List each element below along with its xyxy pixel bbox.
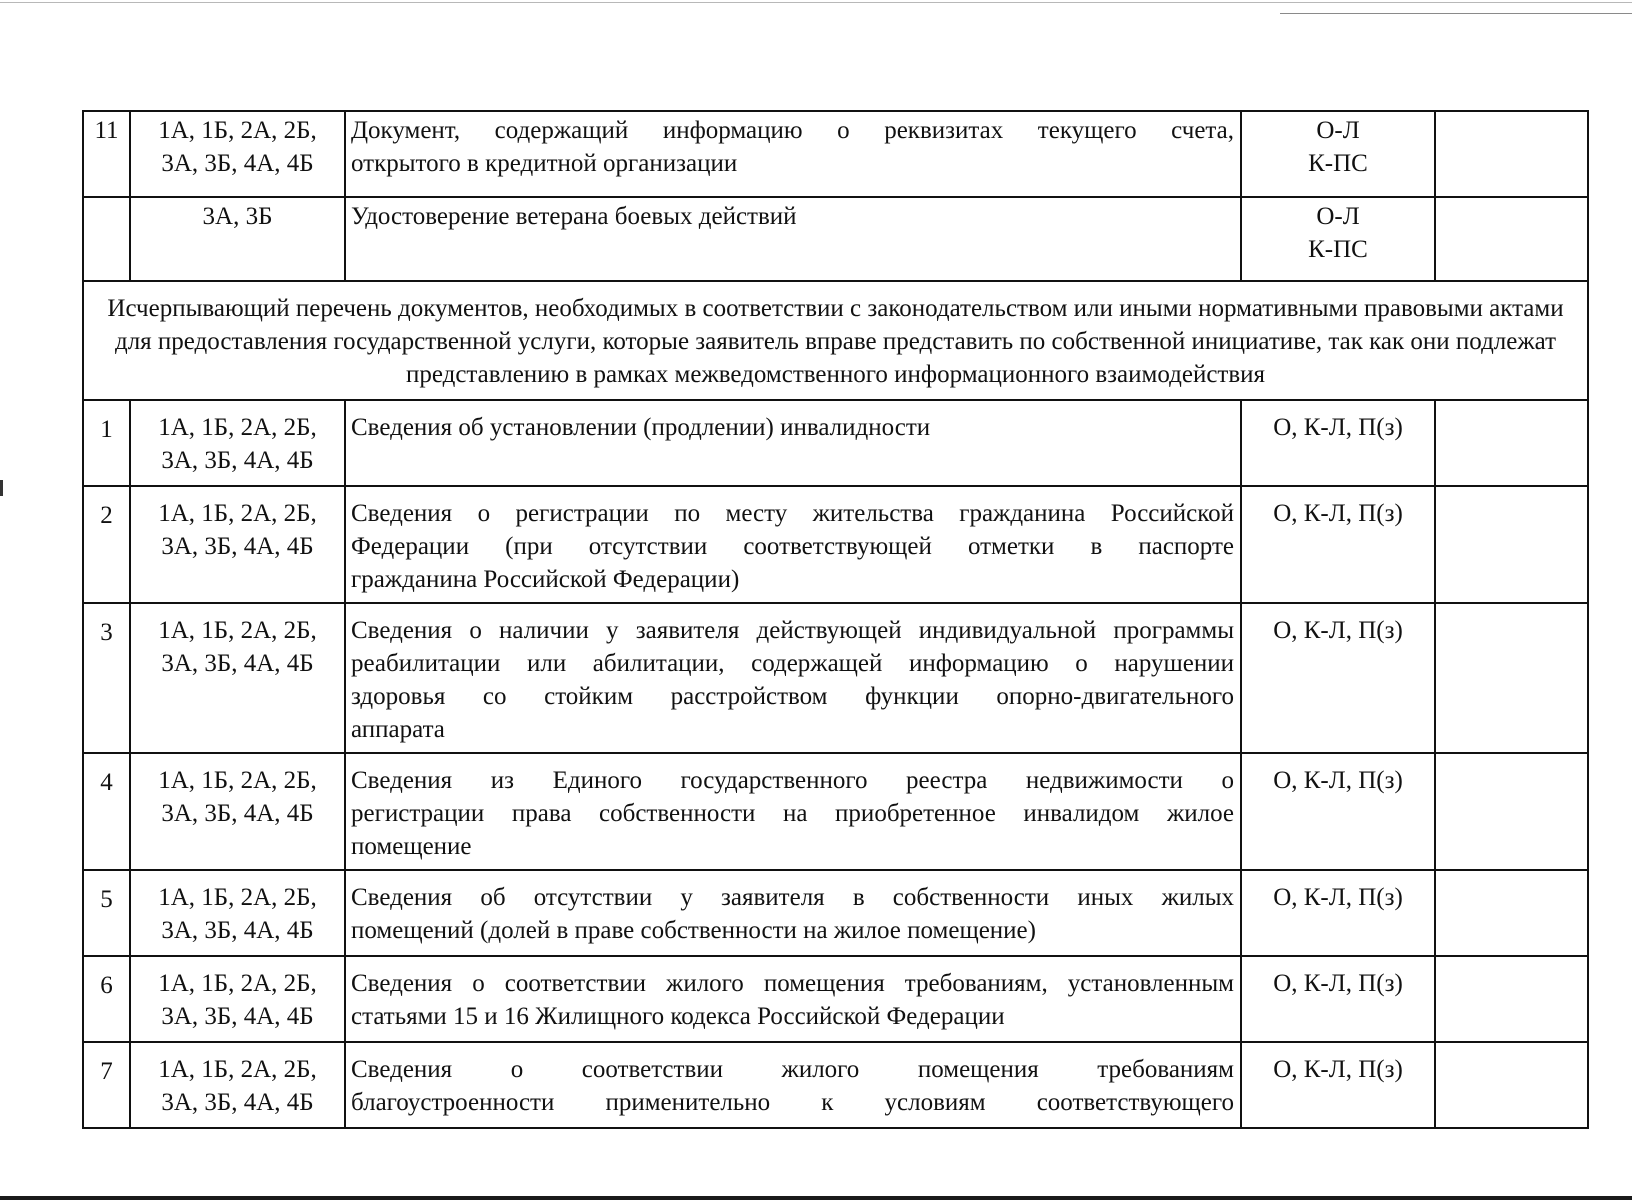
description-line: здоровья со стойким расстройством функции опорно-двигательного: [351, 683, 1234, 710]
description-line: Сведения о соответствии жилого помещения требованиям: [351, 1056, 1234, 1083]
document-description: [345, 956, 1241, 1042]
empty-cell: [1435, 870, 1588, 956]
row-number: 11: [83, 111, 130, 197]
category-line: 3А, 3Б, 4А, 4Б: [161, 533, 314, 560]
applicant-categories: [130, 603, 345, 753]
empty-cell: [1435, 486, 1588, 603]
table-row: [83, 603, 1588, 753]
description-line: регистрации права собственности на приобретенное инвалидом жилое: [351, 800, 1234, 827]
row-number: [83, 197, 130, 281]
applicant-categories: [130, 197, 345, 281]
document-description: [345, 870, 1241, 956]
row-number: 2: [83, 486, 130, 603]
category-line: 1А, 1Б, 2А, 2Б,: [158, 767, 317, 794]
submission-form: О, К-Л, П(з): [1241, 400, 1435, 486]
row-number: 4: [83, 753, 130, 870]
category-line: 3А, 3Б, 4А, 4Б: [161, 1089, 314, 1116]
applicant-categories: [130, 956, 345, 1042]
document-description: [345, 753, 1241, 870]
category-line: 1А, 1Б, 2А, 2Б,: [158, 414, 317, 441]
description-line: реабилитации или абилитации, содержащей информацию о нарушении: [351, 650, 1234, 677]
applicant-categories: [130, 400, 345, 486]
category-line: 1А, 1Б, 2А, 2Б,: [158, 970, 317, 997]
submission-form: [1241, 197, 1435, 281]
category-line: 1А, 1Б, 2А, 2Б,: [158, 617, 317, 644]
category-line: 1А, 1Б, 2А, 2Б,: [158, 500, 317, 527]
table-row: [83, 870, 1588, 956]
form-line: О-Л: [1316, 117, 1360, 144]
category-line: 1А, 1Б, 2А, 2Б,: [158, 117, 317, 144]
applicant-categories: [130, 1042, 345, 1128]
category-line: 3А, 3Б, 4А, 4Б: [161, 1003, 314, 1030]
document-description: [345, 111, 1241, 197]
applicant-categories: [130, 753, 345, 870]
empty-cell: [1435, 956, 1588, 1042]
description-line: аппарата: [351, 716, 445, 743]
empty-cell: [1435, 1042, 1588, 1128]
document-description: [345, 1042, 1241, 1128]
description-line: Удостоверение ветерана боевых действий: [351, 203, 797, 230]
category-line: 1А, 1Б, 2А, 2Б,: [158, 1056, 317, 1083]
section-title: Исчерпывающий перечень документов, необходимых в соответствии с законодательством или иными нормативными правовыми актами для предоставления государственной услуги, которые заявитель вправе представить по собственной инициативе, так как они подлежат представлению в рамках межведомственного информационного взаимодействия: [83, 281, 1588, 400]
description-line: Сведения об установлении (продлении) инвалидности: [351, 414, 931, 441]
document-description: [345, 197, 1241, 281]
submission-form: О, К-Л, П(з): [1241, 486, 1435, 603]
description-line: Сведения из Единого государственного реестра недвижимости о: [351, 767, 1234, 794]
row-number: 7: [83, 1042, 130, 1128]
form-line: О-Л: [1316, 203, 1360, 230]
table-row: [83, 753, 1588, 870]
description-line: помещение: [351, 833, 472, 860]
description-line: Федерации (при отсутствии соответствующей отметки в паспорте: [351, 533, 1234, 560]
description-line: Сведения об отсутствии у заявителя в собственности иных жилых: [351, 884, 1234, 911]
documents-table: [82, 110, 1589, 1129]
empty-cell: [1435, 603, 1588, 753]
table-row: [83, 400, 1588, 486]
section-row: [83, 281, 1588, 400]
description-line: открытого в кредитной организации: [351, 150, 738, 177]
scan-edge-top: [0, 2, 1632, 3]
table-row: [83, 1042, 1588, 1128]
submission-form: О, К-Л, П(з): [1241, 870, 1435, 956]
category-line: 3А, 3Б, 4А, 4Б: [161, 447, 314, 474]
submission-form: О, К-Л, П(з): [1241, 956, 1435, 1042]
document-description: [345, 486, 1241, 603]
document-description: [345, 400, 1241, 486]
description-line: Сведения о наличии у заявителя действующей индивидуальной программы: [351, 617, 1234, 644]
row-number: 3: [83, 603, 130, 753]
category-line: 1А, 1Б, 2А, 2Б,: [158, 884, 317, 911]
empty-cell: [1435, 400, 1588, 486]
row-number: 6: [83, 956, 130, 1042]
category-line: 3А, 3Б, 4А, 4Б: [161, 800, 314, 827]
applicant-categories: [130, 870, 345, 956]
scan-edge-top-right: [1280, 13, 1632, 14]
category-line: 3А, 3Б, 4А, 4Б: [161, 650, 314, 677]
table-row: [83, 486, 1588, 603]
form-line: К-ПС: [1308, 236, 1368, 263]
description-line: Документ, содержащий информацию о реквизитах текущего счета,: [351, 117, 1234, 144]
description-line: благоустроенности применительно к условиям соответствующего: [351, 1089, 1234, 1116]
description-line: помещений (долей в праве собственности на жилое помещение): [351, 917, 1036, 944]
description-line: Сведения о соответствии жилого помещения требованиям, установленным: [351, 970, 1234, 997]
form-line: К-ПС: [1308, 150, 1368, 177]
table-row: [83, 956, 1588, 1042]
category-line: 3А, 3Б: [202, 203, 273, 230]
row-number: 5: [83, 870, 130, 956]
submission-form: О, К-Л, П(з): [1241, 1042, 1435, 1128]
applicant-categories: [130, 486, 345, 603]
empty-cell: [1435, 197, 1588, 281]
table-row: [83, 197, 1588, 281]
description-line: гражданина Российской Федерации): [351, 566, 740, 593]
category-line: 3А, 3Б, 4А, 4Б: [161, 150, 314, 177]
table-row: [83, 111, 1588, 197]
submission-form: О, К-Л, П(з): [1241, 603, 1435, 753]
submission-form: О, К-Л, П(з): [1241, 753, 1435, 870]
empty-cell: [1435, 111, 1588, 197]
row-number: 1: [83, 400, 130, 486]
document-description: [345, 603, 1241, 753]
applicant-categories: [130, 111, 345, 197]
description-line: статьями 15 и 16 Жилищного кодекса Российской Федерации: [351, 1003, 1005, 1030]
scan-edge-mark: [0, 480, 3, 496]
category-line: 3А, 3Б, 4А, 4Б: [161, 917, 314, 944]
scan-edge-bottom: [0, 1196, 1632, 1200]
empty-cell: [1435, 753, 1588, 870]
description-line: Сведения о регистрации по месту жительства гражданина Российской: [351, 500, 1234, 527]
submission-form: [1241, 111, 1435, 197]
